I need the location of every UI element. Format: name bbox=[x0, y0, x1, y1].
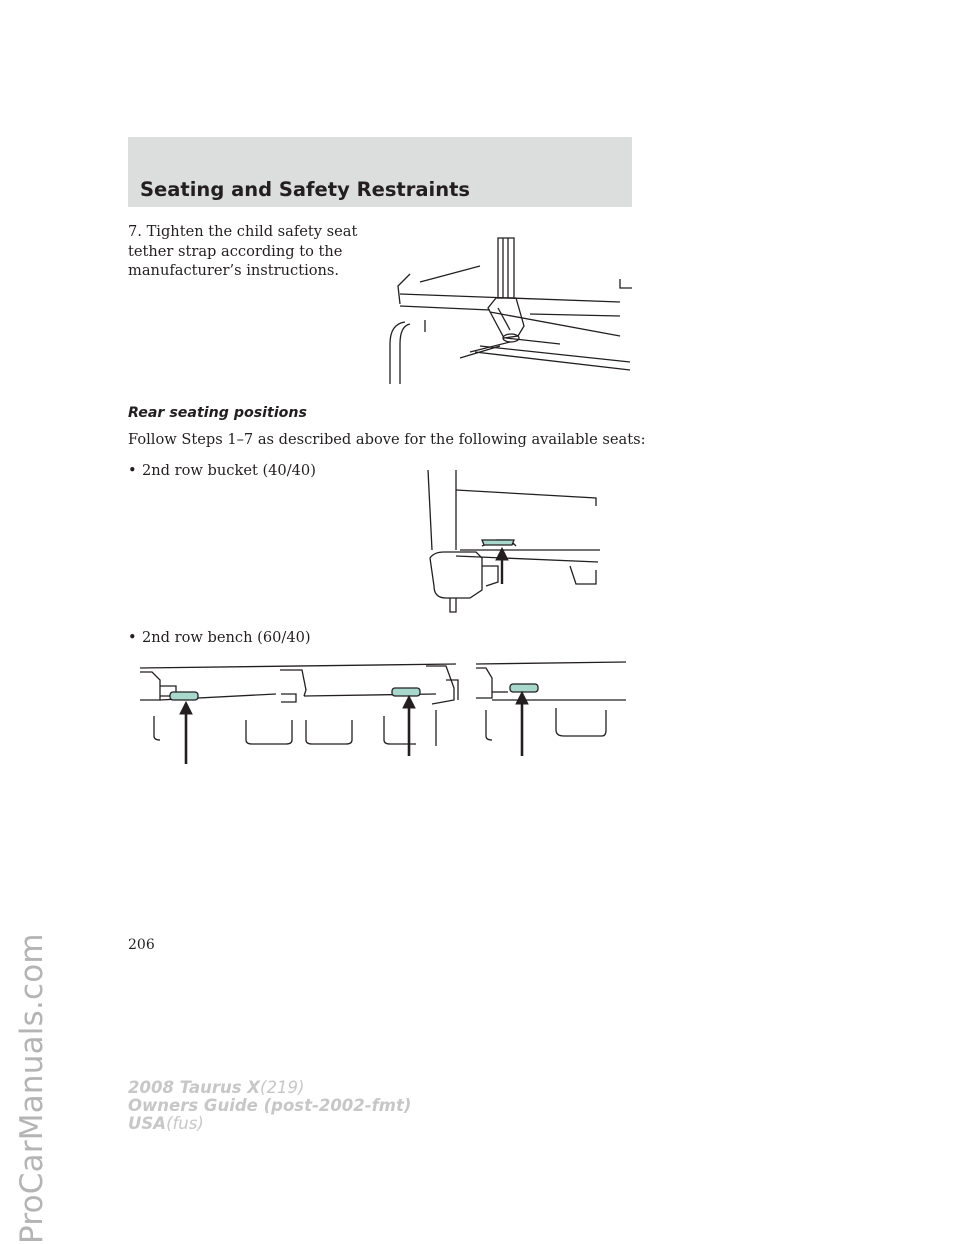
bucket-seat-illustration bbox=[420, 466, 610, 618]
bench-seat-illustration bbox=[136, 660, 626, 766]
bullet-label: 2nd row bench (60/40) bbox=[142, 629, 311, 646]
footer-region-code: (fus) bbox=[166, 1114, 204, 1133]
page-title: Seating and Safety Restraints bbox=[140, 178, 471, 201]
footer-model: 2008 Taurus X bbox=[128, 1078, 261, 1097]
list-item bbox=[128, 462, 316, 479]
page-number: 206 bbox=[128, 937, 155, 953]
rear-seating-heading: Rear seating positions bbox=[128, 405, 307, 421]
step-7-text: 7. Tighten the child safety seat tether strap according to the manufacturer’s instructions. bbox=[128, 223, 358, 279]
rear-seating-intro: Follow Steps 1–7 as described above for the following available seats: bbox=[128, 431, 646, 448]
bullet-label: 2nd row bucket (40/40) bbox=[142, 462, 316, 479]
tether-strap-illustration bbox=[380, 234, 636, 386]
watermark-text: ProCarManuals.com bbox=[14, 933, 50, 1244]
bullet-marker: • bbox=[128, 629, 137, 646]
footer-guide: Owners Guide (post-2002-fmt) bbox=[128, 1096, 412, 1115]
footer-region: USA bbox=[128, 1114, 167, 1133]
footer-model-code: (219) bbox=[260, 1078, 305, 1097]
document-footer bbox=[128, 1079, 411, 1133]
bullet-marker: • bbox=[128, 462, 137, 479]
list-item bbox=[128, 629, 311, 646]
